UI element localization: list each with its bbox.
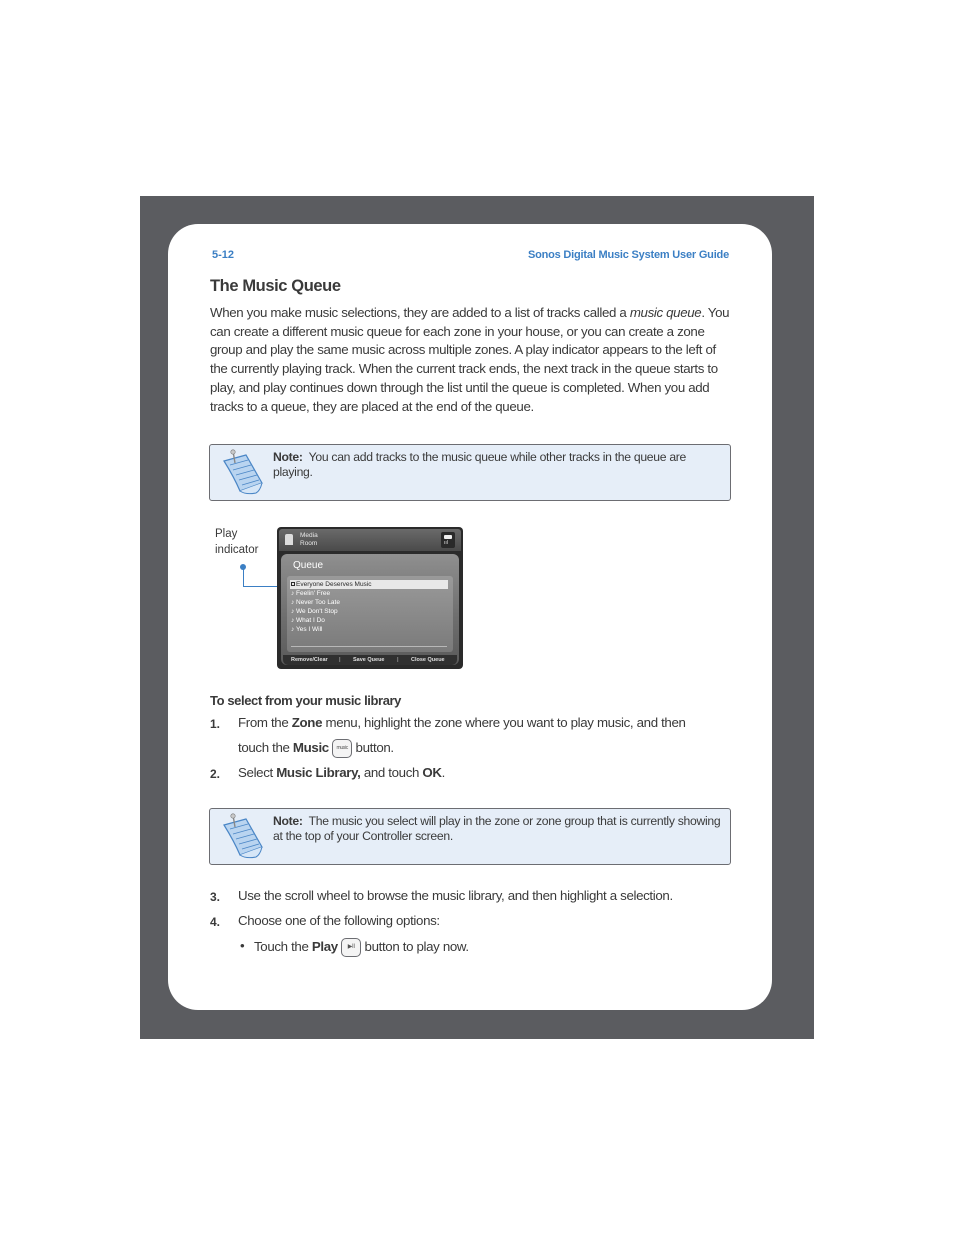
note-icon: ♪	[291, 590, 295, 597]
note-body: You can add tracks to the music queue while other tracks in the queue are playing.	[273, 450, 687, 479]
note-icon: ♪	[291, 617, 295, 624]
music-library-term: Music Library,	[276, 765, 361, 780]
battery-icon	[441, 532, 455, 548]
step-1-line-2	[238, 739, 394, 758]
queue-track-selected[interactable]	[290, 580, 448, 589]
callout-line-1: Play	[215, 528, 238, 540]
play-indicator-callout	[215, 526, 258, 558]
note-label: Note:	[273, 450, 303, 464]
queue-title: Queue	[293, 560, 324, 571]
ok-term: OK	[422, 765, 442, 780]
note-icon: ♪	[291, 626, 295, 633]
step-number: 4.	[210, 915, 221, 929]
queue-track[interactable]	[290, 598, 448, 607]
note-box-2	[209, 808, 731, 865]
step-text: touch the	[238, 740, 293, 756]
note-label: Note:	[273, 814, 303, 828]
note-box-1	[209, 444, 731, 501]
zone-name-line-2: Room	[300, 540, 318, 547]
bullet-play-now	[254, 938, 469, 957]
play-pause-icon: ▶II	[341, 938, 361, 957]
track-title: We Don't Stop	[296, 608, 338, 615]
step-text: and touch	[360, 765, 423, 780]
track-title: Feelin' Free	[296, 590, 331, 597]
note-icon: ♪	[291, 599, 295, 606]
home-icon	[285, 534, 293, 545]
procedure-title: To select from your music library	[210, 693, 402, 708]
step-number: 2.	[210, 767, 221, 781]
step-2	[238, 765, 445, 780]
step-text: Touch the	[254, 939, 312, 955]
signal-strength: ııl	[444, 540, 448, 546]
intro-term: music queue	[629, 305, 702, 320]
screen-button-bar	[283, 655, 457, 665]
track-title: Everyone Deserves Music	[296, 581, 372, 588]
play-indicator-icon	[291, 582, 295, 586]
track-title: Never Too Late	[296, 599, 340, 606]
step-text: Select	[238, 765, 277, 780]
queue-list	[287, 576, 453, 652]
callout-line-vertical	[243, 567, 244, 587]
queue-track[interactable]	[290, 607, 448, 616]
note-text-1	[273, 450, 725, 479]
step-number: 3.	[210, 890, 221, 904]
save-queue-button[interactable]: Save Queue	[353, 657, 385, 663]
track-title: Yes I Will	[296, 626, 323, 633]
close-queue-button[interactable]: Close Queue	[411, 657, 445, 663]
section-title: The Music Queue	[210, 277, 341, 295]
zone-term: Zone	[291, 715, 323, 730]
note-text-2	[273, 814, 725, 843]
intro-text-1: When you make music selections, they are added to a list of tracks called a	[210, 305, 630, 320]
guide-title: Sonos Digital Music System User Guide	[527, 249, 729, 261]
bullet-marker: •	[240, 938, 245, 953]
step-text: menu, highlight the zone where you want to play music, and then	[322, 715, 686, 730]
queue-track[interactable]	[290, 616, 448, 625]
step-1-line-1	[238, 715, 686, 730]
play-term: Play	[311, 939, 338, 955]
controller-screen	[277, 527, 463, 669]
step-3: Use the scroll wheel to browse the music library, and then highlight a selection.	[238, 888, 673, 903]
music-button-icon: music	[332, 739, 352, 758]
music-term: Music	[292, 740, 329, 756]
step-text: From the	[238, 715, 292, 730]
step-text: button.	[352, 740, 394, 756]
step-text: .	[441, 765, 446, 780]
screen-status-bar	[279, 529, 461, 551]
button-separator: |	[339, 657, 341, 663]
queue-track[interactable]	[290, 589, 448, 598]
page-number: 5-12	[212, 249, 235, 261]
callout-line-2: indicator	[215, 544, 259, 556]
step-4: Choose one of the following options:	[238, 913, 440, 928]
note-icon: ♪	[291, 608, 295, 615]
zone-name	[300, 532, 318, 548]
queue-track[interactable]	[290, 625, 448, 634]
list-divider	[291, 646, 447, 647]
note-paper-icon	[216, 813, 268, 861]
step-text: button to play now.	[361, 939, 469, 955]
zone-name-line-1: Media	[300, 532, 318, 539]
intro-text-2: . You can create a different music queue for each zone in your house, or you can create a zone group and play the same music across multiple zones. A play indicator appears to the left of the currently playing track. When the current track ends, the next track in the queue starts to play, and play continues down through the list until the queue is completed. When you add tracks to a queue, they are placed at the end of the queue.	[210, 305, 730, 414]
intro-paragraph	[210, 304, 730, 416]
remove-clear-button[interactable]: Remove/Clear	[291, 657, 328, 663]
note-body: The music you select will play in the zone or zone group that is currently showing at the top of your Controller screen.	[273, 814, 721, 843]
track-title: What I Do	[296, 617, 325, 624]
note-paper-icon	[216, 449, 268, 497]
step-number: 1.	[210, 717, 221, 731]
queue-panel	[281, 554, 459, 665]
button-separator: |	[397, 657, 399, 663]
